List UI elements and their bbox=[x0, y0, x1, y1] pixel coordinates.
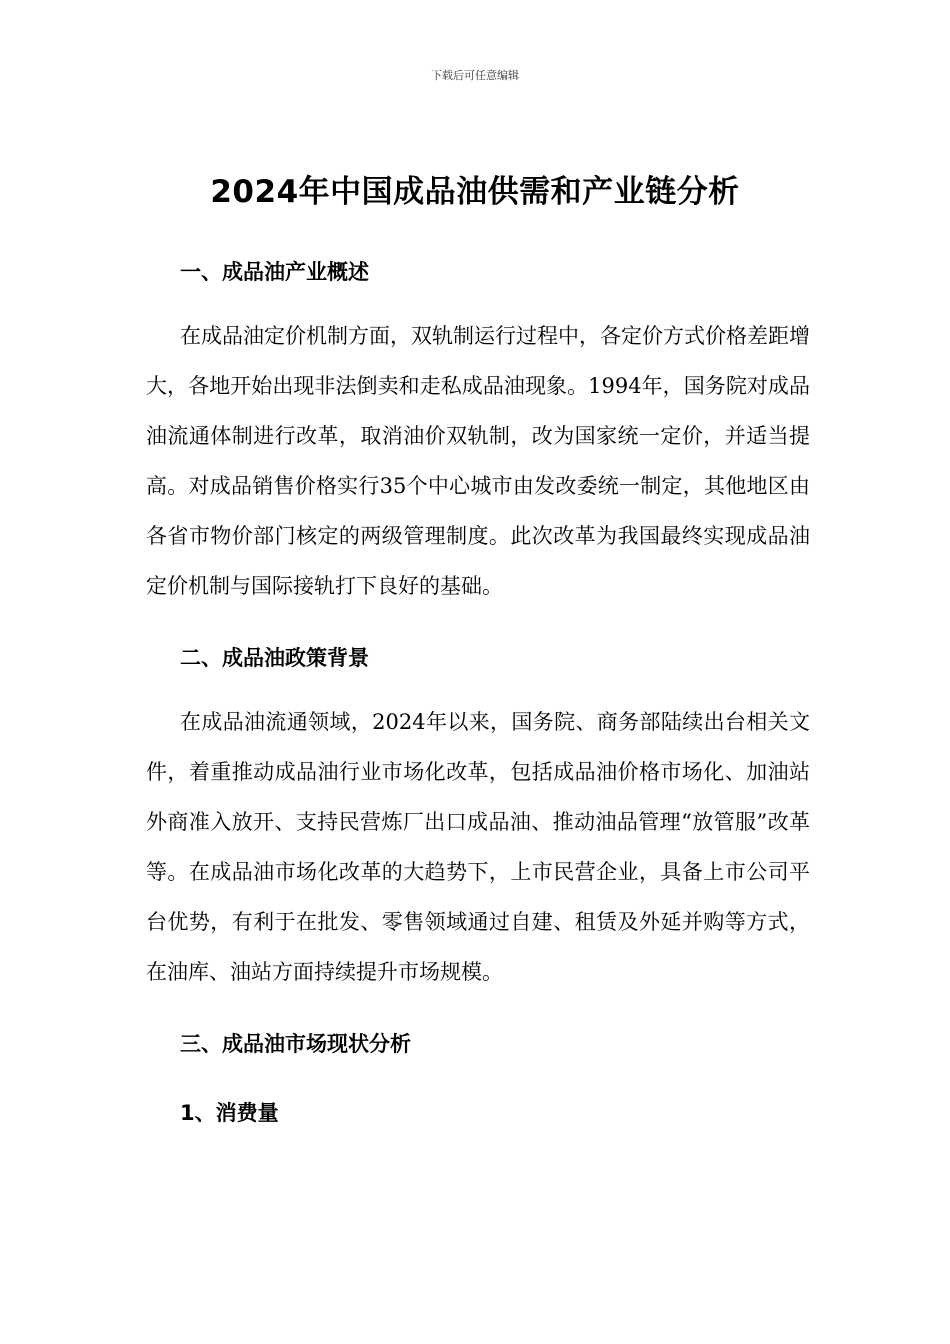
section-heading-market: 三、成品油市场现状分析 bbox=[180, 1032, 411, 1056]
page-title: 2024年中国成品油供需和产业链分析 bbox=[210, 174, 740, 210]
subsection-heading-consumption: 1、消费量 bbox=[180, 1101, 279, 1125]
section-heading-policy: 二、成品油政策背景 bbox=[180, 646, 369, 670]
header-note: 下载后可任意编辑 bbox=[431, 69, 519, 82]
section-heading-overview: 一、成品油产业概述 bbox=[180, 260, 369, 284]
section-paragraph-policy: 在成品油流通领域，2024年以来，国务院、商务部陆续出台相关文件，着重推动成品油行业市场化改革，包括成品油价格市场化、加油站外商准入放开、支持民营炼厂出口成品油、推动油品管理“放管服”改革等。在成品油市场化改革的大趋势下，上市民营企业，具备上市公司平台优势，有利于在批发、零售领域通过自建、租赁及外延并购等方式，在油库、油站方面持续提升市场规模。 bbox=[146, 710, 810, 984]
section-paragraph-overview: 在成品油定价机制方面，双轨制运行过程中，各定价方式价格差距增大，各地开始出现非法倒卖和走私成品油现象。1994年，国务院对成品油流通体制进行改革，取消油价双轨制，改为国家统一定价，并适当提高。对成品销售价格实行35个中心城市由发改委统一制定，其他地区由各省市物价部门核定的两级管理制度。此次改革为我国最终实现成品油定价机制与国际接轨打下良好的基础。 bbox=[146, 324, 810, 598]
